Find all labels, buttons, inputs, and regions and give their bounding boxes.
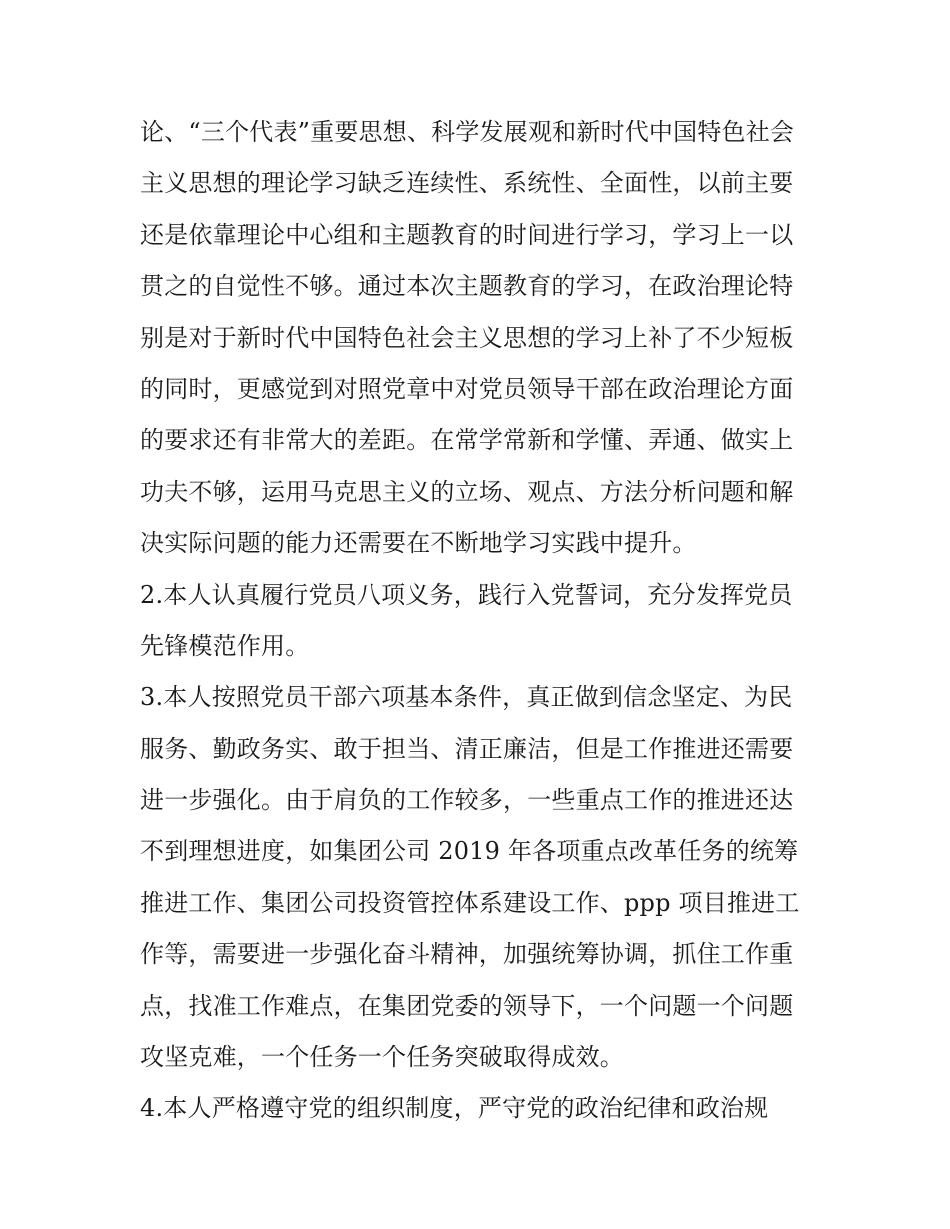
text-line: 先锋模范作用。 (140, 631, 310, 660)
text-line: 的同时，更感觉到对照党章中对党员领导干部在政治理论方面 (140, 374, 794, 403)
text-line: 功夫不够，运用马克思主义的立场、观点、方法分析问题和解 (140, 477, 794, 506)
text-line: 进一步强化。由于肩负的工作较多，一些重点工作的推进还达 (140, 786, 794, 815)
text-line: 论、“三个代表”重要思想、科学发展观和新时代中国特色社会 (140, 118, 795, 146)
text-line: 攻坚克难，一个任务一个任务突破取得成效。 (140, 1043, 624, 1072)
text-line: 别是对于新时代中国特色社会主义思想的学习上补了不少短板 (140, 323, 794, 352)
document-body (140, 107, 820, 1135)
text-line: 的要求还有非常大的差距。在常学常新和学懂、弄通、做实上 (140, 426, 794, 455)
text-line: 3.本人按照党员干部六项基本条件，真正做到信念坚定、为民 (140, 683, 793, 712)
text-line: 主义思想的理论学习缺乏连续性、系统性、全面性，以前主要 (140, 169, 794, 198)
text-line: 推进工作、集团公司投资管控体系建设工作、ppp 项目推进工 (140, 888, 800, 917)
text-line: 服务、勤政务实、敢于担当、清正廉洁，但是工作推进还需要 (140, 734, 794, 763)
text-line: 2.本人认真履行党员八项义务，践行入党誓词，充分发挥党员 (140, 580, 793, 609)
text-line: 决实际问题的能力还需要在不断地学习实践中提升。 (140, 529, 697, 558)
text-line: 作等，需要进一步强化奋斗精神，加强统筹协调，抓住工作重 (140, 940, 794, 969)
text-line: 4.本人严格遵守党的组织制度，严守党的政治纪律和政治规 (140, 1094, 769, 1123)
text-line: 点，找准工作难点，在集团党委的领导下，一个问题一个问题 (140, 991, 794, 1020)
text-line: 还是依靠理论中心组和主题教育的时间进行学习，学习上一以 (140, 220, 794, 249)
text-line: 不到理想进度，如集团公司 2019 年各项重点改革任务的统筹 (140, 837, 799, 866)
text-line: 贯之的自觉性不够。通过本次主题教育的学习，在政治理论特 (140, 272, 794, 301)
